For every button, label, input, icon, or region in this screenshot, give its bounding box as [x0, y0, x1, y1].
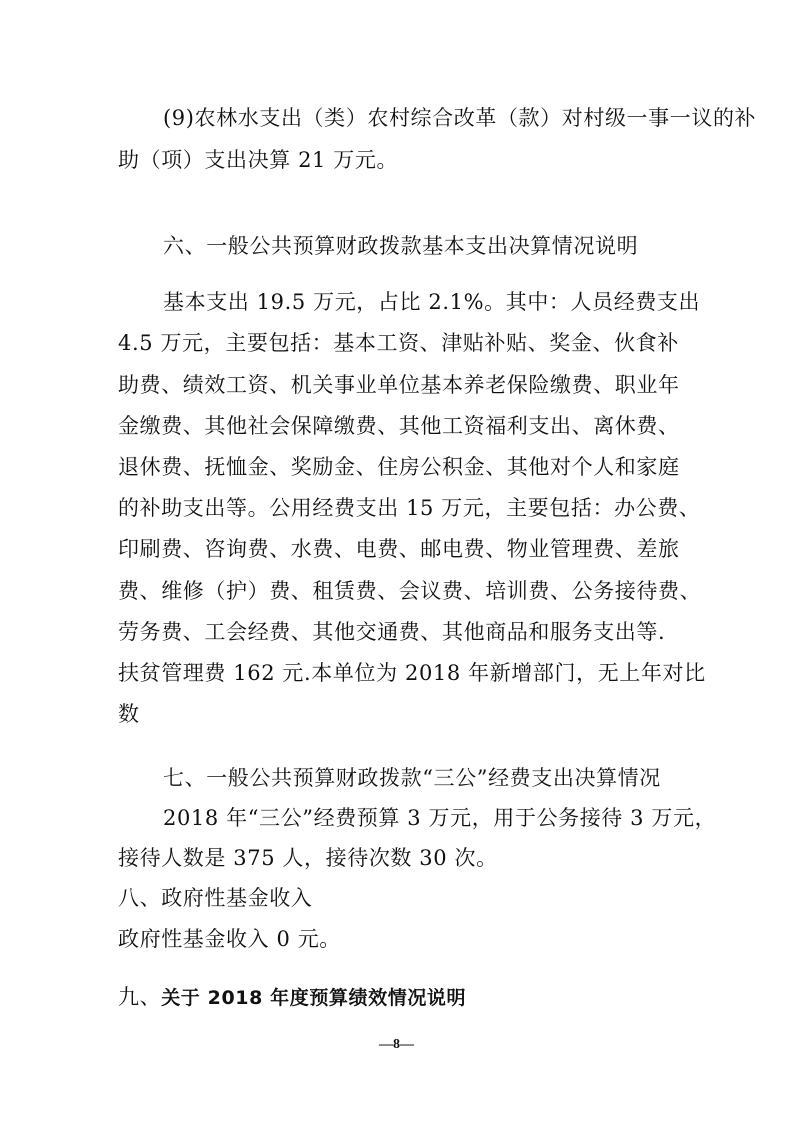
section6-line11: 数: [118, 702, 140, 726]
section6-line1: 基本支出 19.5 万元，占比 2.1%。其中：人员经费支出: [163, 290, 701, 314]
section8-line1: 政府性基金收入 0 元。: [118, 927, 341, 951]
section6-line9: 劳务费、工会经费、其他交通费、其他商品和服务支出等.: [118, 620, 666, 644]
section6-line6: 的补助支出等。公用经费支出 15 万元，主要包括：办公费、: [118, 496, 701, 520]
section7-heading: 七、一般公共预算财政拨款“三公”经费支出决算情况: [163, 766, 661, 790]
section6-line10: 扶贫管理费 162 元.本单位为 2018 年新增部门，无上年对比: [118, 661, 706, 685]
section6-line3: 助费、绩效工资、机关事业单位基本养老保险缴费、职业年: [118, 373, 680, 397]
section9-heading-line: [0, 983, 793, 1012]
section6-line2: 4.5 万元，主要包括：基本工资、津贴补贴、奖金、伙食补: [118, 331, 679, 355]
section6-line4: 金缴费、其他社会保障缴费、其他工资福利支出、离休费、: [118, 414, 680, 438]
section6-heading: 六、一般公共预算财政拨款基本支出决算情况说明: [163, 234, 639, 258]
item9-line1: (9)农林水支出（类）农村综合改革（款）对村级一事一议的补: [163, 106, 757, 130]
section6-line5: 退休费、抚恤金、奖励金、住房公积金、其他对个人和家庭: [118, 455, 680, 479]
section6-line8: 费、维修（护）费、租赁费、会议费、培训费、公务接待费、: [118, 579, 702, 603]
section7-line1: 2018 年“三公”经费预算 3 万元，用于公务接待 3 万元，: [163, 806, 717, 830]
section8-heading: 八、政府性基金收入: [118, 886, 313, 910]
item9-line2: 助（项）支出决算 21 万元。: [118, 148, 399, 172]
section9-number: 九、: [118, 985, 162, 1009]
page-number: —8—: [379, 1037, 414, 1052]
section9-heading: 关于 2018 年度预算绩效情况说明: [161, 987, 467, 1009]
section6-line7: 印刷费、咨询费、水费、电费、邮电费、物业管理费、差旅: [118, 537, 680, 561]
section7-line2: 接待人数是 375 人，接待次数 30 次。: [118, 846, 498, 870]
